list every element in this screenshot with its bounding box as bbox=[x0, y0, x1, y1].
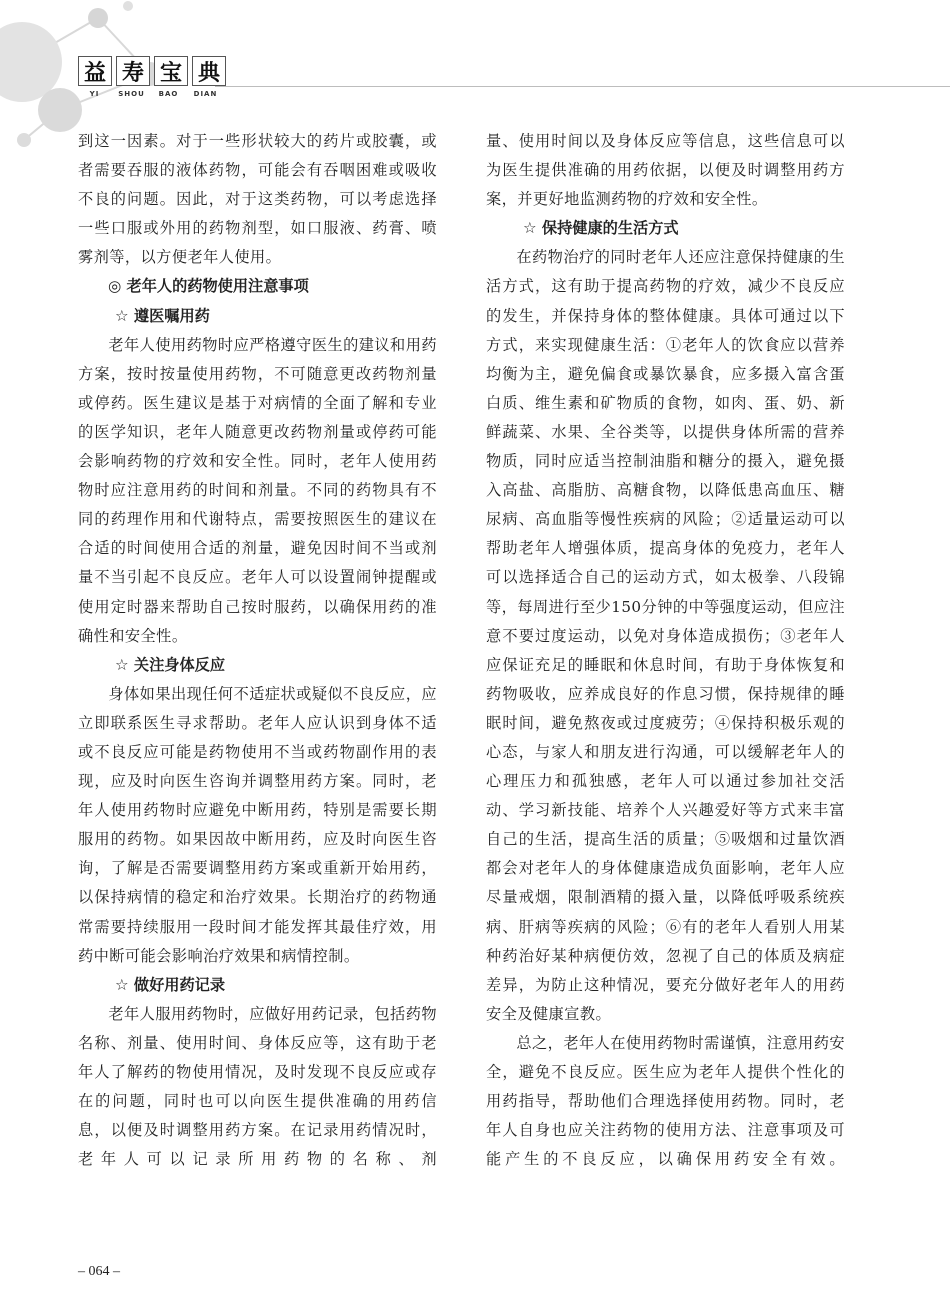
title-char: 益 bbox=[78, 56, 112, 86]
book-title bbox=[78, 56, 226, 86]
healthy-lifestyle-paragraph: 在药物治疗的同时老年人还应注意保持健康的生活方式，这有助于提高药物的疗效，减少不良反应的发生，并保持身体的整体健康。具体可通过以下方式，来实现健康生活：①老年人的饮食应以营养均衡为主，避免偏食或暴饮暴食，应多摄入富含蛋白质、维生素和矿物质的食物，如肉、蛋、奶、新鲜蔬菜、水果、全谷类等，以提供身体所需的营养物质，同时应适当控制油脂和糖分的摄入，避免摄入高盐、高脂肪、高糖食物，以降低患高血压、糖尿病、高血脂等慢性疾病的风险；②适量运动可以帮助老年人增强体质，提高身体的免疫力，老年人可以选择适合自己的运动方式，如太极拳、八段锦等，每周进行至少150分钟的中等强度运动，但应注意不要过度运动，以免对身体造成损伤；③老年人应保证充足的睡眠和休息时间，有助于身体恢复和药物吸收，应养成良好的作息习惯，保持规律的睡眠时间，避免熬夜或过度疲劳；④保持积极乐观的心态，与家人和朋友进行沟通，可以缓解老年人的心理压力和孤独感，老年人可以通过参加社交活动、学习新技能、培养个人兴趣爱好等方式来丰富自己的生活，提高生活的质量；⑤吸烟和过量饮酒都会对老年人的身体健康造成负面影响，老年人应尽量戒烟，限制酒精的摄入量，以降低呼吸系统疾病、肝病等疾病的风险；⑥有的老年人看别人用某种药治好某种病便仿效，忽视了自己的体质及病症差异，为防止这种情况，要充分做好老年人的用药安全及健康宣教。 bbox=[486, 248, 845, 1023]
book-title-pinyin bbox=[78, 90, 222, 98]
subheading-follow-advice: ☆ 遵医嘱用药 bbox=[115, 306, 210, 325]
pinyin-label: BAO bbox=[158, 90, 179, 98]
right-column bbox=[486, 127, 845, 1174]
subheading-medication-record: ☆ 做好用药记录 bbox=[115, 975, 226, 994]
medication-record-paragraph: 老年人服用药物时，应做好用药记录，包括药物名称、剂量、使用时间、身体反应等，这有助于老年人了解药的物使用情况，及时发现不良反应或存在的问题，同时也可以向医生提供准确的用药信息，以便及时调整用药方案。在记录用药情况时，老年人可以记录所用药物的名称、剂 bbox=[78, 1004, 437, 1169]
body-reaction-paragraph: 身体如果出现任何不适症状或疑似不良反应，应立即联系医生寻求帮助。老年人应认识到身体不适或不良反应可能是药物使用不当或药物副作用的表现，应及时向医生咨询并调整用药方案。同时，老年人使用药物时应避免中断用药，特别是需要长期服用的药物。如果因故中断用药，应及时向医生咨询，了解是否需要调整用药方案或重新开始用药，以保持病情的稳定和治疗效果。长期治疗的药物通常需要持续服用一段时间才能发挥其最佳疗效，用药中断可能会影响治疗效果和病情控制。 bbox=[78, 684, 437, 965]
pinyin-label: SHOU bbox=[118, 90, 145, 98]
title-char: 寿 bbox=[116, 56, 150, 86]
subheading-body-reaction: ☆ 关注身体反应 bbox=[115, 655, 226, 674]
title-char: 宝 bbox=[154, 56, 188, 86]
intro-paragraph: 到这一因素。对于一些形状较大的药片或胶囊，或者需要吞服的液体药物，可能会有吞咽困难或吸收不良的问题。因此，对于这类药物，可以考虑选择一些口服或外用的药物剂型，如口服液、药膏、喷雾剂等，以方便老年人使用。 bbox=[78, 132, 437, 267]
left-column bbox=[78, 127, 437, 1174]
pinyin-label: DIAN bbox=[193, 90, 218, 98]
title-char: 典 bbox=[192, 56, 226, 86]
section-heading: ◎ 老年人的药物使用注意事项 bbox=[108, 277, 309, 296]
follow-advice-paragraph: 老年人使用药物时应严格遵守医生的建议和用药方案，按时按量使用药物，不可随意更改药物剂量或停药。医生建议是基于对病情的全面了解和专业的医学知识，老年人随意更改药物剂量或停药可能会影响药物的疗效和安全性。同时，老年人使用药物时应注意用药的时间和剂量。不同的药物具有不同的药理作用和代谢特点，需要按照医生的建议在合适的时间使用合适的剂量，避免因时间不当或剂量不当引起不良反应。老年人可以设置闹钟提醒或使用定时器来帮助自己按时服药，以确保用药的准确性和安全性。 bbox=[78, 335, 437, 645]
subheading-healthy-lifestyle: ☆ 保持健康的生活方式 bbox=[523, 219, 679, 238]
header-rule bbox=[215, 86, 950, 87]
pinyin-label: YI bbox=[89, 90, 100, 98]
record-continuation-paragraph: 量、使用时间以及身体反应等信息，这些信息可以为医生提供准确的用药依据，以便及时调整用药方案，并更好地监测药物的疗效和安全性。 bbox=[486, 132, 845, 209]
page-number: – 064 – bbox=[78, 1264, 120, 1279]
summary-paragraph: 总之，老年人在使用药物时需谨慎，注意用药安全，避免不良反应。医生应为老年人提供个性化的用药指导，帮助他们合理选择使用药物。同时，老年人自身也应关注药物的使用方法、注意事项及可能产生的不良反应，以确保用药安全有效。 bbox=[486, 1033, 845, 1169]
